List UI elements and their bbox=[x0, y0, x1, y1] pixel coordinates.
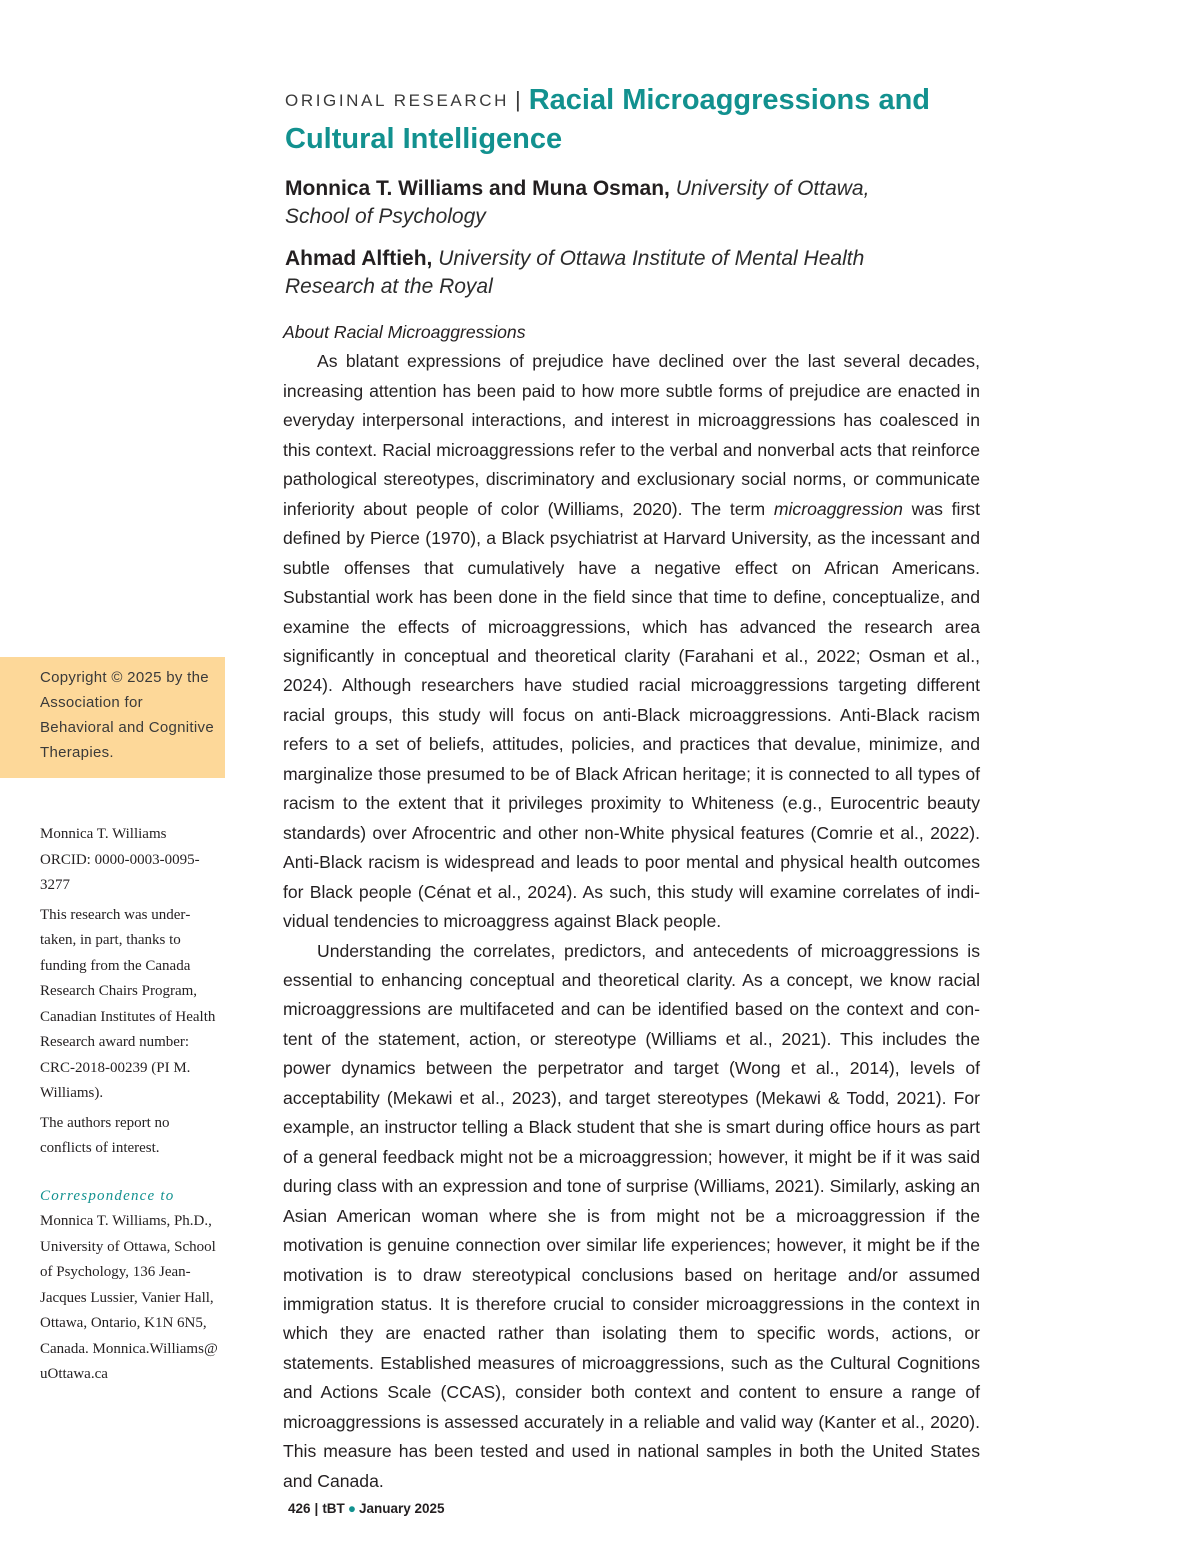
funding-note: This research was undertaken, in part, thanks to funding from the Canada Research Chairs Program, Canadian Institutes of Health Research award number: CRC-2018-00239 (PI M. Williams). bbox=[40, 906, 216, 1101]
issue-date: January 2025 bbox=[358, 1501, 445, 1516]
correspondence-address: Monnica T. Williams, Ph.D., University of Ottawa, School of Psychology, 136 Jean-Jacques Lussier, Vanier Hall, Ottawa, Ontario, K1N 6N5, Canada. Monnica.Williams@ uOttawa.ca bbox=[40, 1213, 218, 1382]
copyright-text: Copyright © 2025 by the Association for Behavioral and Cognitive Therapies. bbox=[40, 669, 214, 761]
section-subheading: About Racial Microaggressions bbox=[283, 322, 526, 342]
author-affiliation-cont: Research at the Royal bbox=[285, 275, 493, 298]
body-paragraph-1 bbox=[283, 347, 980, 936]
paragraph-text: was first defined by Pierce (1970), a Black psychiatrist at Harvard University, as the incessant and subtle offenses that cumulatively have a negative effect on African Americans. Substantial work has been done in the field since that time to define, conceptualize, and examine the effects of microaggressions, which has advanced the research area significantly in conceptual and theoretical clarity (Farahani et al., 2022; Osman et al., 2024). Although researchers have studied racial microaggressions targeting different racial groups, this study will focus on anti-Black microaggressions. Anti-Black racism refers to a set of beliefs, attitudes, policies, and practices that devalue, minimize, and marginalize those presumed to be of Black African heritage; it is connected to all types of racism to the extent that it privileges proximity to Whiteness (e.g., Eurocentric beauty standards) over Afrocentric and other non-White physical features (Comrie et al., 2022). Anti-Black racism is widespread and leads to poor mental and physical health outcomes for Black people (Cénat et al., 2024). As such, this study will examine correlates of individual tendencies to microaggress against Black people. bbox=[283, 498, 980, 932]
title-line-1 bbox=[285, 82, 945, 122]
sidebar-notes bbox=[40, 822, 220, 1392]
author-names: Monnica T. Williams and Muna Osman, bbox=[285, 177, 670, 200]
paragraph-italic-term: microaggression bbox=[773, 498, 903, 519]
body-paragraph-2: Understanding the correlates, predictors, and antecedents of microaggressions is essential to enhancing conceptual and theoretical clarity. As a concept, we know racial microaggressions are multifaceted and can be identified based on the context and content of the statement, action, or stereotype (Williams et al., 2021). This includes the power dynamics between the perpetrator and target (Wong et al., 2014), levels of acceptability (Mekawi et al., 2023), and target stereotypes (Mekawi & Todd, 2021). For example, an instructor telling a Black student that she is smart during office hours as part of a general feedback might not be a microaggression; however, it might be if it was said during class with an expression and tone of surprise (Williams, 2021). Similarly, asking an Asian American woman where she is from might not be a microaggression if the motivation is genuine connection over similar life experiences; however, it might be if the motivation is to draw stereotypical conclusions based on heritage and/or assumed immigration status. It is therefore crucial to consider microaggressions in the context in which they are enacted rather than isolating them to specific words, actions, or statements. Established measures of microaggressions, such as the Cultural Cognitions and Actions Scale (CCAS), consider both context and content to ensure a range of microaggressions is assessed accurately in a reliable and valid way (Kanter et al., 2020). This measure has been tested and used in national samples in both the United States and Canada. bbox=[283, 940, 980, 1491]
bullet-icon: ● bbox=[347, 1501, 356, 1516]
article-header bbox=[285, 82, 945, 301]
page-footer bbox=[288, 1501, 445, 1516]
author-block-2 bbox=[285, 245, 945, 301]
copyright-box bbox=[0, 657, 225, 778]
author-names: Ahmad Alftieh, bbox=[285, 247, 433, 270]
section-label: ORIGINAL RESEARCH bbox=[285, 91, 509, 110]
paragraph-text: As blatant expressions of prejudice have declined over the last several decades, increasing attention has been paid to how more subtle forms of prejudice are enacted in everyday interpersonal interactions, and interest in microaggressions has coalesced in this context. Racial microaggressions refer to the verbal and nonverbal acts that reinforce pathological stereotypes, discriminatory and exclusionary social norms, or communicate inferiority about people of color (Williams, 2020). The term bbox=[283, 351, 980, 519]
author-affiliation: University of Ottawa, bbox=[675, 177, 870, 200]
author-affiliation-cont: School of Psychology bbox=[285, 205, 486, 228]
author-block-1 bbox=[285, 175, 945, 231]
journal-name: tBT bbox=[322, 1501, 345, 1516]
author-affiliation: University of Ottawa Institute of Mental Health bbox=[438, 247, 865, 270]
article-title-line-1: Racial Microaggressions and bbox=[528, 84, 931, 116]
article-body bbox=[283, 318, 980, 1496]
title-separator: | bbox=[515, 87, 521, 112]
correspondence-label: Correspondence to bbox=[40, 1187, 175, 1204]
article-title-line-2: Cultural Intelligence bbox=[285, 123, 563, 155]
orcid-note: Monnica T. Williams ORCID: 0000-0003-0095-3277 bbox=[40, 826, 200, 893]
footer-separator: | bbox=[314, 1501, 319, 1516]
title-line-2 bbox=[285, 122, 945, 161]
conflicts-note: The authors report no conflicts of interest. bbox=[40, 1114, 170, 1156]
page-number: 426 bbox=[288, 1501, 311, 1516]
